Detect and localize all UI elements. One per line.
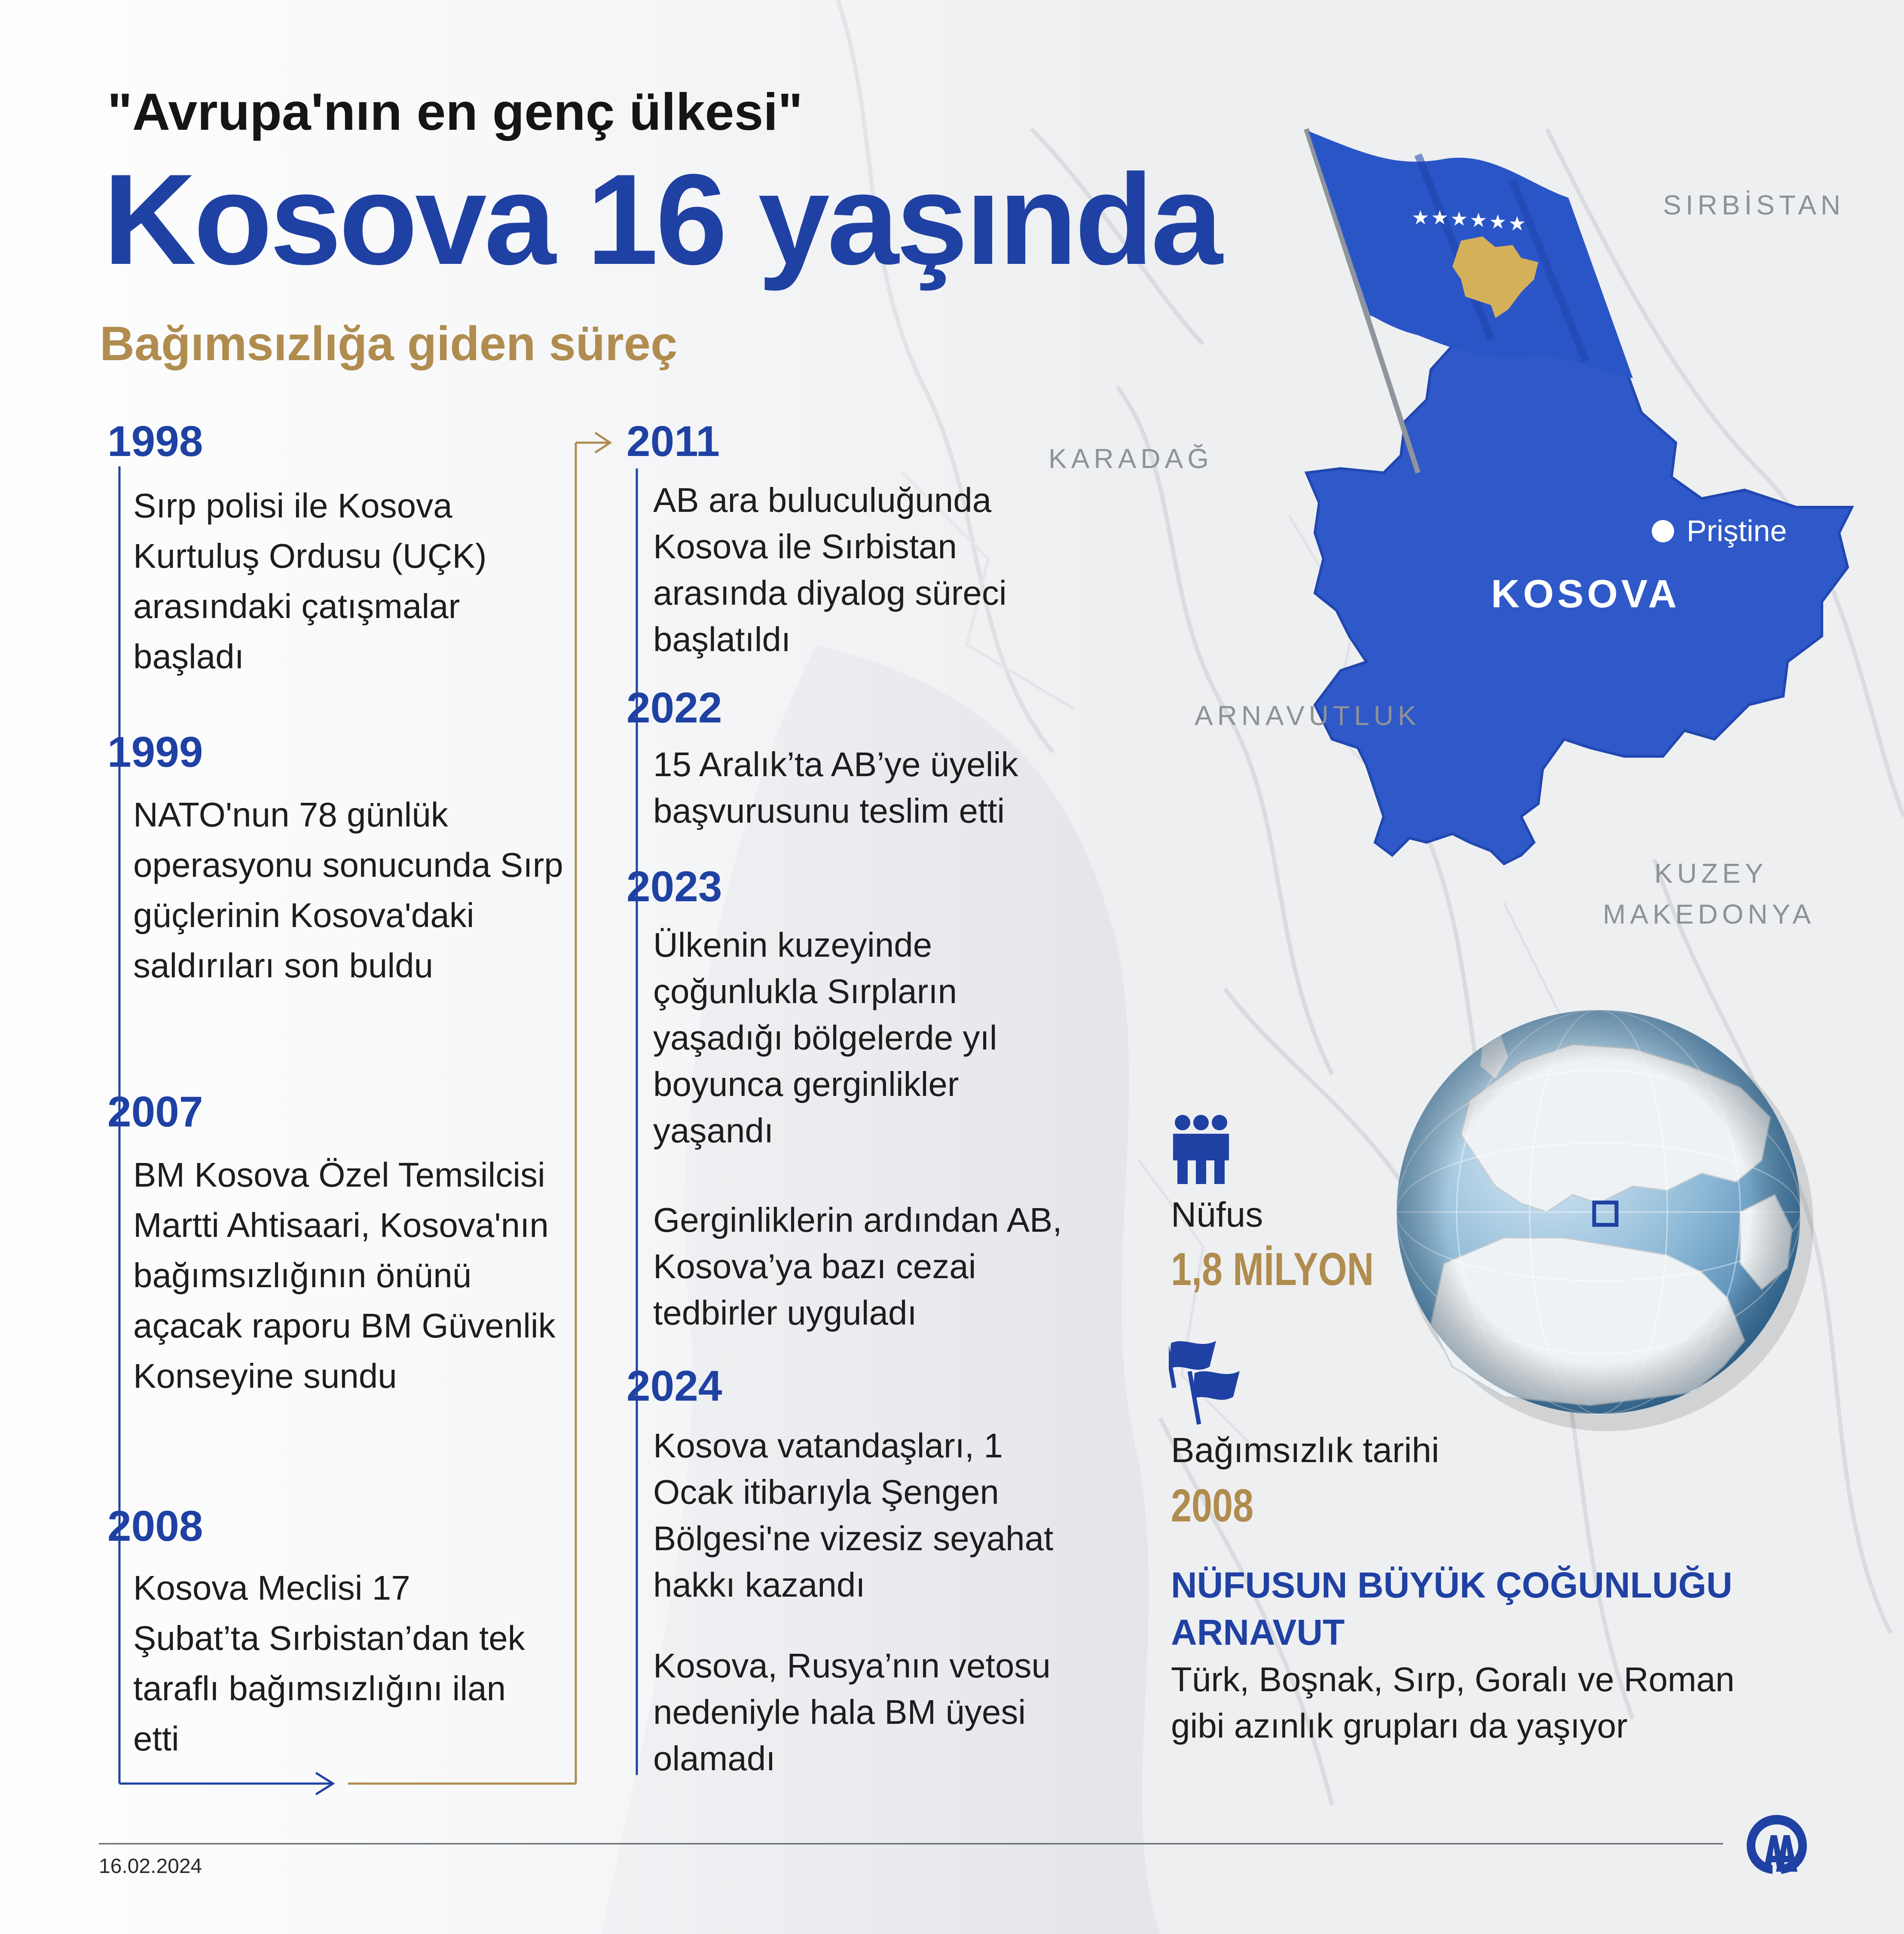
svg-text:★: ★ (1489, 210, 1507, 233)
timeline-year-2007: 2007 (107, 1088, 203, 1136)
aa-logo (1742, 1812, 1811, 1876)
timeline-entry-2022: 15 Aralık’ta AB’ye üyelik başvurusunu teslim etti (653, 745, 1018, 830)
svg-text:★: ★ (1470, 208, 1488, 232)
timeline-entry-2024-a: Kosova vatandaşları, 1 Ocak itibarıyla Şengen Bölgesi'ne vizesiz seyahat hakkı kazandı (653, 1426, 1054, 1604)
timeline-entry-1998: Sırp polisi ile Kosova Kurtuluş Ordusu (UÇK) arasındaki çatışmalar başladı (133, 487, 487, 676)
population-label: Nüfus (1171, 1195, 1263, 1234)
svg-text:★: ★ (1508, 212, 1526, 235)
map-label-serbia: SIRBİSTAN (1663, 190, 1845, 220)
svg-text:★: ★ (1450, 207, 1468, 230)
section-heading: Bağımsızlığa giden süreç (100, 317, 678, 370)
timeline-year-2022: 2022 (627, 684, 722, 732)
pristina-dot (1652, 520, 1674, 542)
map-label-montenegro: KARADAĞ (1048, 443, 1213, 474)
svg-text:★: ★ (1431, 206, 1449, 229)
ethnic-text-line1: Türk, Boşnak, Sırp, Goralı ve Roman (1171, 1660, 1735, 1698)
timeline-entry-2024-b: Kosova, Rusya’nın vetosu nedeniyle hala BM üyesi olamadı (653, 1646, 1051, 1778)
timeline-entry-2023-b: Gerginliklerin ardından AB, Kosova’ya bazı cezai tedbirler uyguladı (653, 1201, 1062, 1332)
publication-date: 16.02.2024 (99, 1855, 202, 1878)
people-icon (1169, 1113, 1233, 1186)
map-label-pristina: Priştine (1687, 514, 1787, 548)
timeline-entry-2007: BM Kosova Özel Temsilcisi Martti Ahtisaari, Kosova'nın bağımsızlığının önünü açacak raporu BM Güvenlik Konseyine sundu (133, 1156, 556, 1395)
timeline-year-2011: 2011 (627, 417, 720, 465)
page-title: Kosova 16 yaşında (103, 147, 1220, 291)
timeline-year-2023: 2023 (627, 863, 722, 911)
map-label-north-macedonia-line2: MAKEDONYA (1603, 899, 1815, 930)
ethnic-heading-line2: ARNAVUT (1171, 1612, 1345, 1652)
ethnic-text-line2: gibi azınlık grupları da yaşıyor (1171, 1707, 1628, 1745)
svg-text:★: ★ (1412, 206, 1430, 229)
map-label-albania: ARNAVUTLUK (1195, 700, 1421, 731)
map-label-kosovo: KOSOVA (1491, 572, 1680, 616)
flags-icon (1169, 1337, 1250, 1427)
timeline-year-1999: 1999 (107, 728, 203, 776)
timeline-year-2008: 2008 (107, 1502, 203, 1550)
map-label-north-macedonia-line1: KUZEY (1654, 858, 1768, 889)
headline-quote: "Avrupa'nın en genç ülkesi" (107, 83, 803, 141)
timeline-entry-2011: AB ara buluculuğunda Kosova ile Sırbistan arasında diyalog süreci başlatıldı (653, 481, 1007, 658)
independence-value: 2008 (1171, 1479, 1254, 1531)
timeline-entry-2023-a: Ülkenin kuzeyinde çoğunlukla Sırpların yaşadığı bölgelerde yıl boyunca gerginlikler yaşandı (653, 926, 997, 1150)
timeline-year-1998: 1998 (107, 417, 203, 465)
timeline-year-2024: 2024 (627, 1362, 722, 1410)
timeline-entry-2008: Kosova Meclisi 17 Şubat’ta Sırbistan’dan tek taraflı bağımsızlığını ilan etti (133, 1569, 525, 1758)
independence-label: Bağımsızlık tarihi (1171, 1431, 1439, 1470)
population-value: 1,8 MİLYON (1171, 1243, 1374, 1295)
ethnic-heading-line1: NÜFUSUN BÜYÜK ÇOĞUNLUĞU (1171, 1565, 1733, 1605)
timeline-entry-1999: NATO'nun 78 günlük operasyonu sonucunda Sırp güçlerinin Kosova'daki saldırıları son buldu (133, 796, 563, 985)
